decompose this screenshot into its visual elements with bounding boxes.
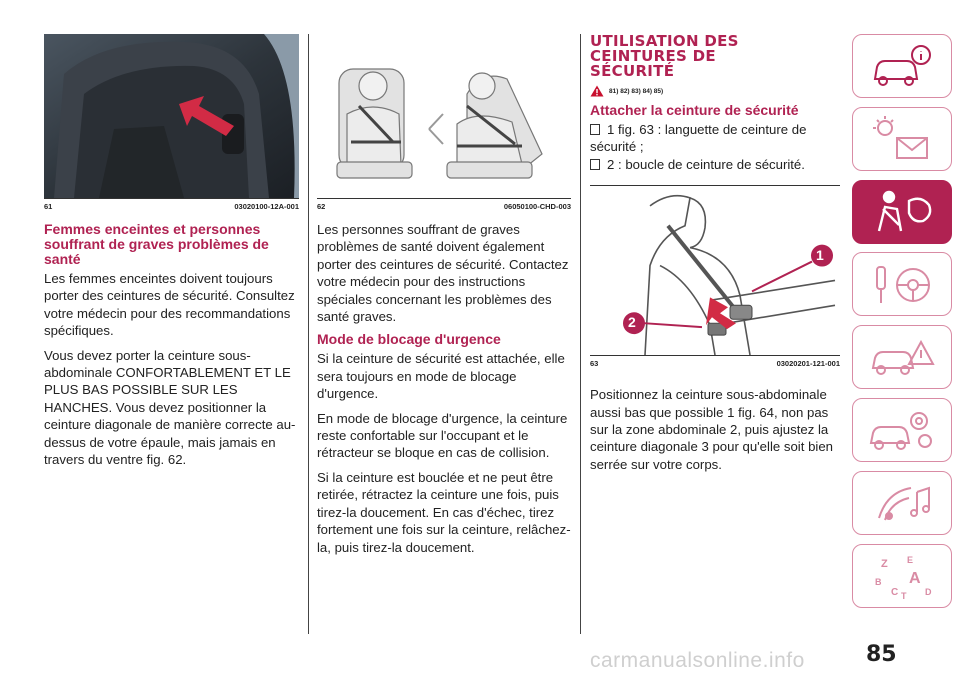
title-line: CEINTURES DE	[590, 47, 716, 65]
paragraph: Si la ceinture de sécurité est attachée, elle sera toujours en mode de blocage d'urgence.	[317, 351, 565, 402]
section-heading-emergency-lock: Mode de blocage d'urgence	[317, 331, 501, 348]
paragraph: En mode de blocage d'urgence, la ceinture reste confortable sur l'occupant et le rétracteur se bloque en cas de collision.	[317, 410, 568, 461]
title-line: UTILISATION DES	[590, 32, 739, 50]
checkbox-bullet-icon	[590, 124, 600, 135]
paragraph: Les personnes souffrant de graves problèmes de santé doivent également porter des ceintures de sécurité. Contactez votre médecin pour des instructions spéciales concernant les problèmes des santé graves.	[317, 222, 569, 325]
key-steering-icon	[867, 259, 937, 309]
svg-text:E: E	[907, 554, 914, 565]
tab-vehicle-info[interactable]	[852, 34, 952, 98]
column-divider	[580, 34, 581, 634]
section-heading-fasten-belt: Attacher la ceinture de sécurité	[590, 102, 799, 118]
svg-text:C: C	[891, 586, 899, 598]
warning-triangle-icon	[590, 85, 604, 97]
page-number: 85	[866, 642, 897, 667]
svg-text:B: B	[875, 576, 882, 587]
paragraph: Vous devez porter la ceinture sous-abdominale CONFORTABLEMENT ET LE PLUS BAS POSSIBLE SUR LES HANCHES. Vous devez positionner la ceinture diagonale de manière correcte au-dessus de votre épaule, mais jamais en travers du ventre fig. 62.	[44, 347, 296, 468]
column-divider	[308, 34, 309, 634]
figure-number: 62	[317, 202, 326, 211]
seatbelt-airbag-icon	[867, 187, 937, 237]
figure-63-caption	[590, 355, 840, 368]
multimedia-icon	[867, 478, 937, 528]
car-gears-icon	[867, 405, 937, 455]
tab-multimedia[interactable]	[852, 471, 952, 535]
figure-63-buckle-illustration	[590, 185, 840, 355]
figure-62-caption	[317, 198, 571, 211]
figure-61-caption	[44, 198, 299, 211]
tab-starting-driving[interactable]	[852, 252, 952, 316]
list-item-continuation	[590, 138, 840, 155]
column-1	[44, 34, 299, 475]
warning-references	[590, 85, 840, 97]
tab-safety[interactable]	[852, 180, 952, 244]
title-line: SÉCURITÉ	[590, 62, 675, 80]
tab-emergency[interactable]	[852, 325, 952, 389]
svg-text:D: D	[925, 586, 932, 597]
column-2	[317, 34, 571, 563]
lights-envelope-icon	[867, 114, 937, 164]
callout-1: 1	[816, 247, 824, 264]
figure-code: 06050100-CHD-003	[503, 202, 571, 211]
figure-code: 03020201-121-001	[776, 359, 840, 369]
section-heading-pregnant: Femmes enceintes et personnes souffrant de graves problèmes de santé	[44, 221, 269, 267]
paragraph: Si la ceinture est bouclée et ne peut être retirée, rétractez la ceinture une fois, puis tirez-la doucement. En cas d'échec, tirez fortement une fois sur la ceinture, relâchez-la, puis tirez-la doucement.	[317, 469, 571, 555]
figure-number: 61	[44, 202, 53, 211]
svg-text:Z: Z	[881, 557, 888, 570]
tab-maintenance[interactable]	[852, 398, 952, 462]
figure-code: 03020100-12A-001	[234, 202, 299, 211]
list-item	[590, 121, 840, 138]
svg-text:T: T	[901, 590, 907, 601]
list-item	[590, 156, 840, 173]
callout-2: 2	[628, 314, 636, 331]
chapter-tabs	[852, 34, 952, 616]
list-item-text: sécurité ;	[590, 139, 644, 155]
svg-text:A: A	[909, 569, 921, 587]
checkbox-bullet-icon	[590, 159, 600, 170]
section-title	[590, 34, 840, 79]
figure-number: 63	[590, 359, 599, 369]
tab-lights-messages[interactable]	[852, 107, 952, 171]
paragraph: Positionnez la ceinture sous-abdominale aussi bas que possible 1 fig. 64, non pas sur la zone abdominale 2, puis ajustez la ceinture diagonale 3 pour qu'elle soit bien serrée sur votre corps.	[590, 387, 833, 472]
car-info-icon	[867, 41, 937, 91]
column-3	[590, 34, 840, 480]
alphabet-index-icon	[867, 551, 937, 601]
footer-watermark: carmanualsonline.info	[590, 649, 805, 672]
list-item-text: 1 fig. 63 : languette de ceinture de	[607, 122, 807, 137]
paragraph: Les femmes enceintes doivent toujours porter des ceintures de sécurité. Consultez votre médecin pour des recommandations spécifiques.	[44, 271, 295, 339]
tab-index[interactable]	[852, 544, 952, 608]
warning-refs-text: 81) 82) 83) 84) 85)	[609, 87, 664, 95]
figure-62-seatbelt-illustration	[317, 34, 571, 198]
list-item-text: 2 : boucle de ceinture de sécurité.	[607, 156, 805, 172]
figure-61-headrest-photo	[44, 34, 299, 198]
car-warning-icon	[867, 332, 937, 382]
